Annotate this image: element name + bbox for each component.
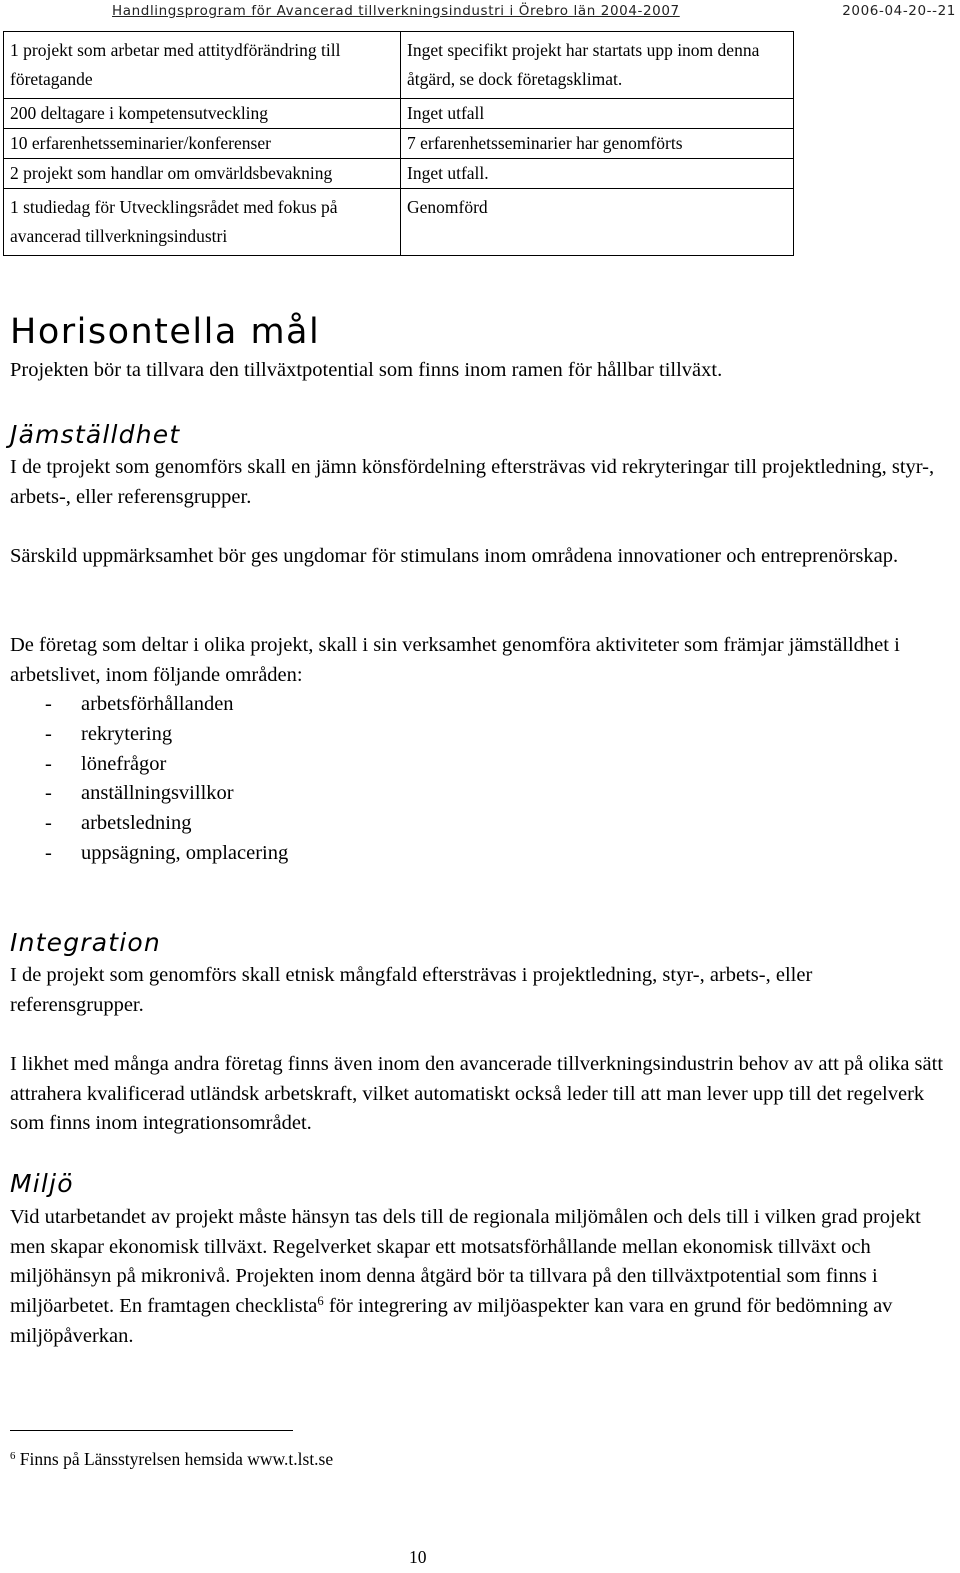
target-cell: 200 deltagare i kompetensutveckling bbox=[4, 99, 401, 129]
table-row bbox=[4, 99, 794, 129]
target-cell: 1 studiedag för Utvecklingsrådet med fokus på avancerad tillverkningsindustri bbox=[4, 189, 401, 256]
table-row bbox=[4, 159, 794, 189]
outcome-cell: 7 erfarenhetsseminarier har genomförts bbox=[401, 129, 794, 159]
integration-paragraph-2: I likhet med många andra företag finns även inom den avancerade tillverkningsindustrin behov av att på olika sätt attrahera kvalificerad utländsk arbetskraft, vilket automatiskt också leder till att man lever upp till det regelverk som finns inom integrationsområdet. bbox=[10, 1053, 944, 1135]
heading-miljo: Miljö bbox=[10, 1169, 74, 1198]
heading-horisontella-mal: Horisontella mål bbox=[10, 312, 321, 352]
outcome-cell: Inget specifikt projekt har startats upp inom denna åtgärd, se dock företagsklimat. bbox=[401, 32, 794, 99]
miljo-text-before: Vid utarbetandet av projekt måste hänsyn tas dels till de regionala miljömålen och dels till i vilken grad projekt men skapar ekonomisk tillväxt. Regelverket skapar ett motsatsförhållande mellan ekonomisk tillväxt och miljöhänsyn på mikronivå. Projekten inom denna åtgärd bör ta tillvara på den tillväxtpotential som finns i miljöarbetet. En framtagen checklista bbox=[10, 1206, 921, 1318]
list-item: - lönefrågor bbox=[10, 750, 288, 780]
jamstalldhet-paragraph-3: De företag som deltar i olika projekt, skall i sin verksamhet genomföra aktiviteter som främjar jämställdhet i arbetslivet, inom följande områden: bbox=[10, 634, 900, 686]
outcome-cell: Genomförd bbox=[401, 189, 794, 256]
target-cell: 1 projekt som arbetar med attitydförändring till företagande bbox=[4, 32, 401, 99]
page-number: 10 bbox=[409, 1547, 427, 1567]
table-row bbox=[4, 129, 794, 159]
miljo-paragraph bbox=[10, 1203, 950, 1352]
jamstalldhet-paragraph-1: I de tprojekt som genomförs skall en jämn könsfördelning eftersträvas vid rekryteringar till projektledning, styr-, arbets-, eller referensgrupper. bbox=[10, 456, 935, 508]
results-table bbox=[3, 31, 794, 256]
list-item: - rekrytering bbox=[10, 720, 288, 750]
heading-integration: Integration bbox=[10, 928, 161, 957]
footnote-reference: 6 bbox=[317, 1294, 324, 1309]
table-row bbox=[4, 32, 794, 99]
table-row bbox=[4, 189, 794, 256]
list-item: - uppsägning, omplacering bbox=[10, 839, 288, 869]
list-item: - arbetsledning bbox=[10, 809, 288, 839]
miljo-text-after: för integrering av miljöaspekter kan vara en grund för bedömning av miljöpåverkan. bbox=[10, 1295, 893, 1347]
footnote-separator bbox=[10, 1430, 293, 1431]
footnote-text: Finns på Länsstyrelsen hemsida www.t.lst.se bbox=[15, 1449, 334, 1469]
list-item: - arbetsförhållanden bbox=[10, 690, 288, 720]
horisontella-text: Projekten bör ta tillvara den tillväxtpotential som finns inom ramen för hållbar tillväxt. bbox=[10, 359, 723, 381]
footnote bbox=[10, 1447, 333, 1471]
jamstalldhet-areas-list bbox=[10, 690, 288, 869]
running-header bbox=[0, 0, 960, 24]
list-item: - anställningsvillkor bbox=[10, 779, 288, 809]
jamstalldhet-paragraph-2: Särskild uppmärksamhet bör ges ungdomar för stimulans inom områdena innovationer och entreprenörskap. bbox=[10, 545, 899, 567]
outcome-cell: Inget utfall. bbox=[401, 159, 794, 189]
document-date: 2006-04-20--21 bbox=[842, 3, 956, 19]
target-cell: 10 erfarenhetsseminarier/konferenser bbox=[4, 129, 401, 159]
outcome-cell: Inget utfall bbox=[401, 99, 794, 129]
integration-paragraph-1: I de projekt som genomförs skall etnisk mångfald eftersträvas i projektledning, styr-, arbets-, eller referensgrupper. bbox=[10, 964, 813, 1016]
target-cell: 2 projekt som handlar om omvärldsbevakning bbox=[4, 159, 401, 189]
footnote-number: 6 bbox=[10, 1450, 16, 1463]
document-title: Handlingsprogram för Avancerad tillverkningsindustri i Örebro län 2004-2007 bbox=[112, 3, 680, 19]
heading-jamstalldhet: Jämställdhet bbox=[10, 420, 181, 449]
